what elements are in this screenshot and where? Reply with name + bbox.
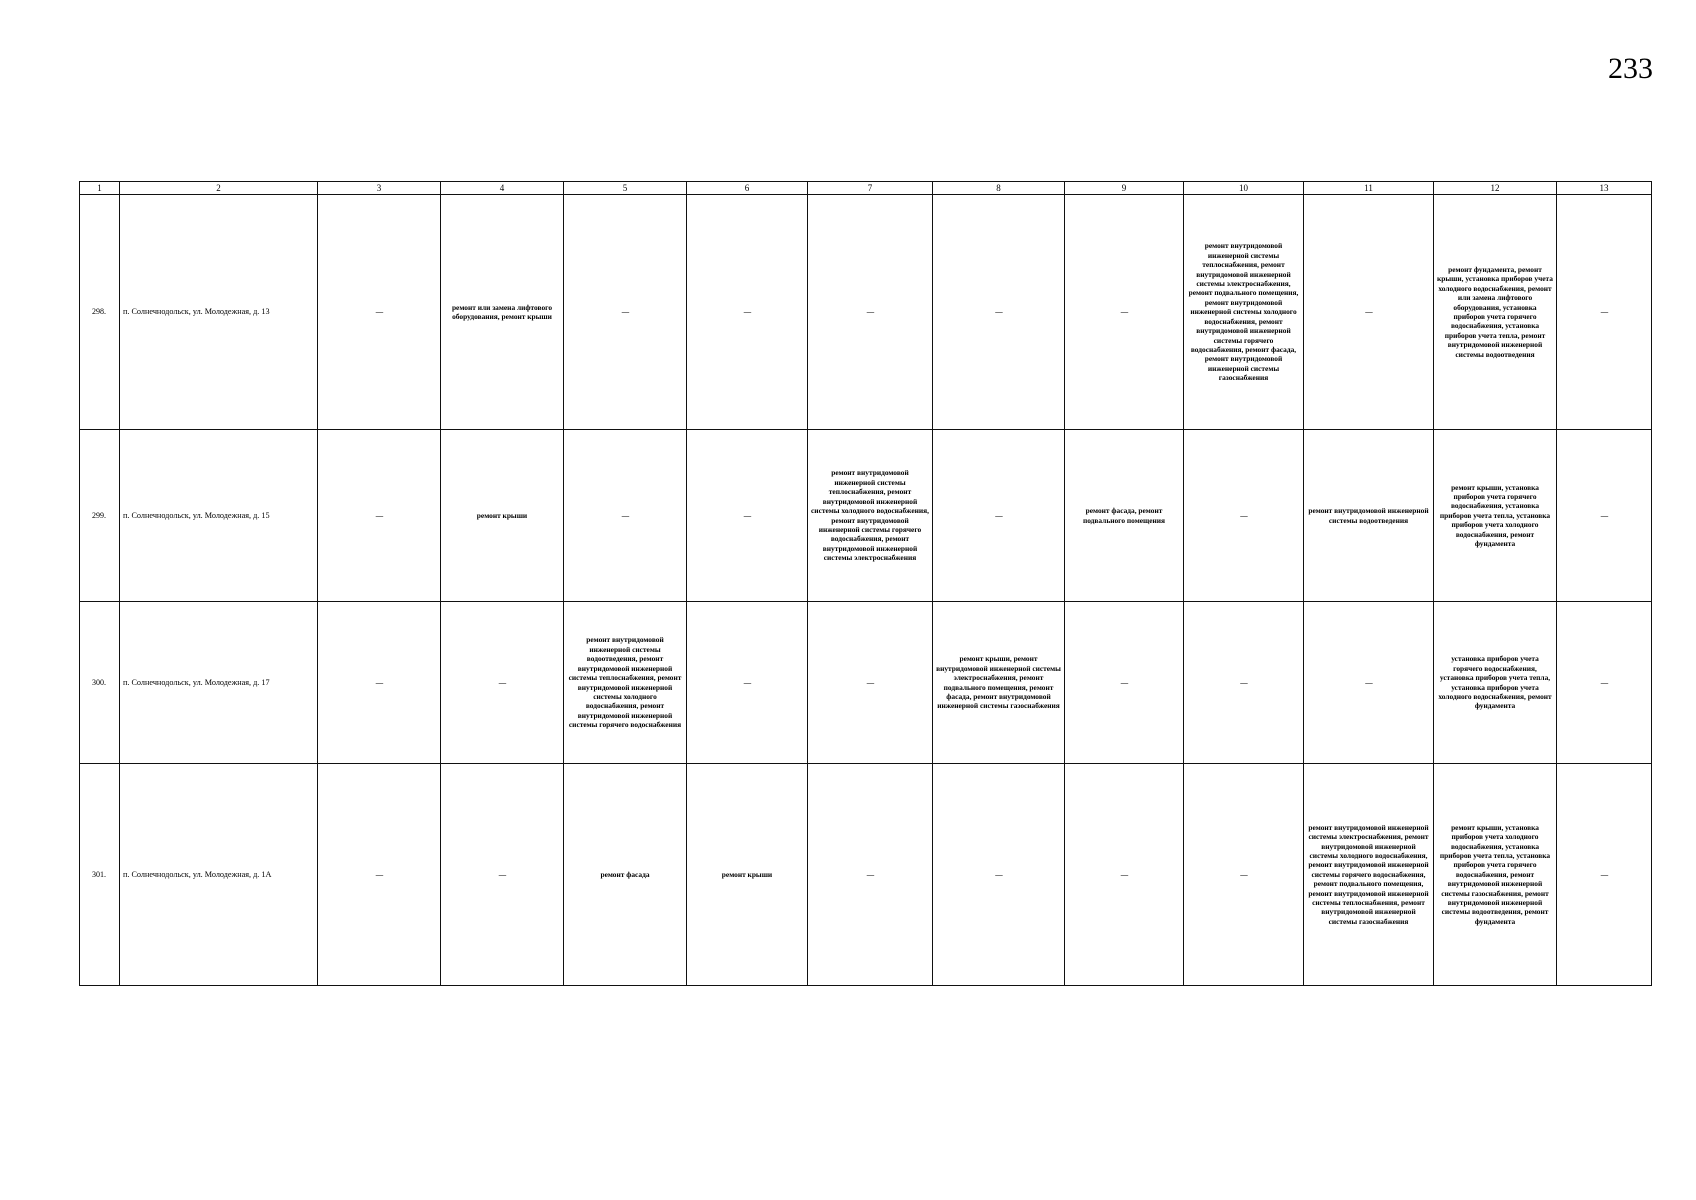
cell: — bbox=[564, 195, 687, 430]
cell: ремонт внутридомовой инженерной системы теплоснабжения, ремонт внутридомовой инженерной системы электроснабжения, ремонт подвального помещения, ремонт внутридомовой инженерной системы холодного водоснабжения, ремонт внутридомовой инженерной системы горячего водоснабжения, ремонт фасада, ремонт внутридомовой инженерной системы газоснабжения bbox=[1184, 195, 1304, 430]
cell: — bbox=[687, 195, 808, 430]
cell: — bbox=[318, 430, 441, 602]
row-address: п. Солнечнодольск, ул. Молодежная, д. 17 bbox=[120, 602, 318, 764]
page-number: 233 bbox=[1608, 52, 1653, 85]
cell: — bbox=[1184, 430, 1304, 602]
cell: — bbox=[687, 430, 808, 602]
cell: ремонт внутридомовой инженерной системы электроснабжения, ремонт внутридомовой инженерной системы холодного водоснабжения, ремонт внутридомовой инженерной системы горячего водоснабжения, ремонт подвального помещения, ремонт внутридомовой инженерной системы теплоснабжения, ремонт внутридомовой инженерной системы газоснабжения bbox=[1304, 764, 1434, 986]
cell: — bbox=[687, 602, 808, 764]
row-number: 301. bbox=[80, 764, 120, 986]
cell: ремонт фасада bbox=[564, 764, 687, 986]
col-header: 8 bbox=[933, 182, 1065, 195]
cell: — bbox=[808, 764, 933, 986]
column-number-row bbox=[80, 182, 1652, 195]
row-address: п. Солнечнодольск, ул. Молодежная, д. 13 bbox=[120, 195, 318, 430]
row-number: 298. bbox=[80, 195, 120, 430]
cell: ремонт фундамента, ремонт крыши, установка приборов учета холодного водоснабжения, ремонт или замена лифтового оборудования, установка приборов учета горячего водоснабжения, установка приборов учета тепла, ремонт внутридомовой инженерной системы водоотведения bbox=[1434, 195, 1557, 430]
cell: — bbox=[564, 430, 687, 602]
cell: — bbox=[318, 764, 441, 986]
cell: ремонт крыши bbox=[441, 430, 564, 602]
cell: — bbox=[1557, 195, 1652, 430]
cell: — bbox=[1065, 602, 1184, 764]
col-header: 4 bbox=[441, 182, 564, 195]
cell: ремонт или замена лифтового оборудования, ремонт крыши bbox=[441, 195, 564, 430]
cell: — bbox=[808, 602, 933, 764]
cell: — bbox=[1065, 195, 1184, 430]
col-header: 11 bbox=[1304, 182, 1434, 195]
cell: ремонт внутридомовой инженерной системы водоотведения, ремонт внутридомовой инженерной системы теплоснабжения, ремонт внутридомовой инженерной системы холодного водоснабжения, ремонт внутридомовой инженерной системы горячего водоснабжения bbox=[564, 602, 687, 764]
cell: — bbox=[318, 602, 441, 764]
repair-schedule-table bbox=[79, 181, 1652, 986]
cell: ремонт крыши, установка приборов учета холодного водоснабжения, установка приборов учета тепла, установка приборов учета горячего водоснабжения, ремонт внутридомовой инженерной системы газоснабжения, ремонт внутридомовой инженерной системы водоотведения, ремонт фундамента bbox=[1434, 764, 1557, 986]
cell: ремонт внутридомовой инженерной системы водоотведения bbox=[1304, 430, 1434, 602]
cell: — bbox=[1557, 764, 1652, 986]
col-header: 7 bbox=[808, 182, 933, 195]
cell: — bbox=[1557, 602, 1652, 764]
cell: — bbox=[933, 430, 1065, 602]
table-row bbox=[80, 195, 1652, 430]
col-header: 9 bbox=[1065, 182, 1184, 195]
cell: — bbox=[1304, 195, 1434, 430]
cell: ремонт внутридомовой инженерной системы теплоснабжения, ремонт внутридомовой инженерной системы холодного водоснабжения, ремонт внутридомовой инженерной системы горячего водоснабжения, ремонт внутридомовой инженерной системы электроснабжения bbox=[808, 430, 933, 602]
col-header: 3 bbox=[318, 182, 441, 195]
table-row bbox=[80, 602, 1652, 764]
cell: ремонт фасада, ремонт подвального помещения bbox=[1065, 430, 1184, 602]
col-header: 12 bbox=[1434, 182, 1557, 195]
row-address: п. Солнечнодольск, ул. Молодежная, д. 1А bbox=[120, 764, 318, 986]
cell: — bbox=[1304, 602, 1434, 764]
cell: — bbox=[1184, 602, 1304, 764]
col-header: 10 bbox=[1184, 182, 1304, 195]
cell: — bbox=[808, 195, 933, 430]
cell: — bbox=[441, 764, 564, 986]
col-header: 5 bbox=[564, 182, 687, 195]
col-header: 1 bbox=[80, 182, 120, 195]
table-row bbox=[80, 430, 1652, 602]
cell: — bbox=[1557, 430, 1652, 602]
row-number: 299. bbox=[80, 430, 120, 602]
col-header: 2 bbox=[120, 182, 318, 195]
cell: — bbox=[441, 602, 564, 764]
cell: — bbox=[933, 195, 1065, 430]
cell: — bbox=[1065, 764, 1184, 986]
col-header: 6 bbox=[687, 182, 808, 195]
cell: — bbox=[1184, 764, 1304, 986]
row-number: 300. bbox=[80, 602, 120, 764]
cell: — bbox=[933, 764, 1065, 986]
table-row bbox=[80, 764, 1652, 986]
cell: установка приборов учета горячего водоснабжения, установка приборов учета тепла, установка приборов учета холодного водоснабжения, ремонт фундамента bbox=[1434, 602, 1557, 764]
col-header: 13 bbox=[1557, 182, 1652, 195]
row-address: п. Солнечнодольск, ул. Молодежная, д. 15 bbox=[120, 430, 318, 602]
cell: ремонт крыши, ремонт внутридомовой инженерной системы электроснабжения, ремонт подвального помещения, ремонт фасада, ремонт внутридомовой инженерной системы газоснабжения bbox=[933, 602, 1065, 764]
cell: ремонт крыши bbox=[687, 764, 808, 986]
cell: ремонт крыши, установка приборов учета горячего водоснабжения, установка приборов учета тепла, установка приборов учета холодного водоснабжения, ремонт фундамента bbox=[1434, 430, 1557, 602]
cell: — bbox=[318, 195, 441, 430]
